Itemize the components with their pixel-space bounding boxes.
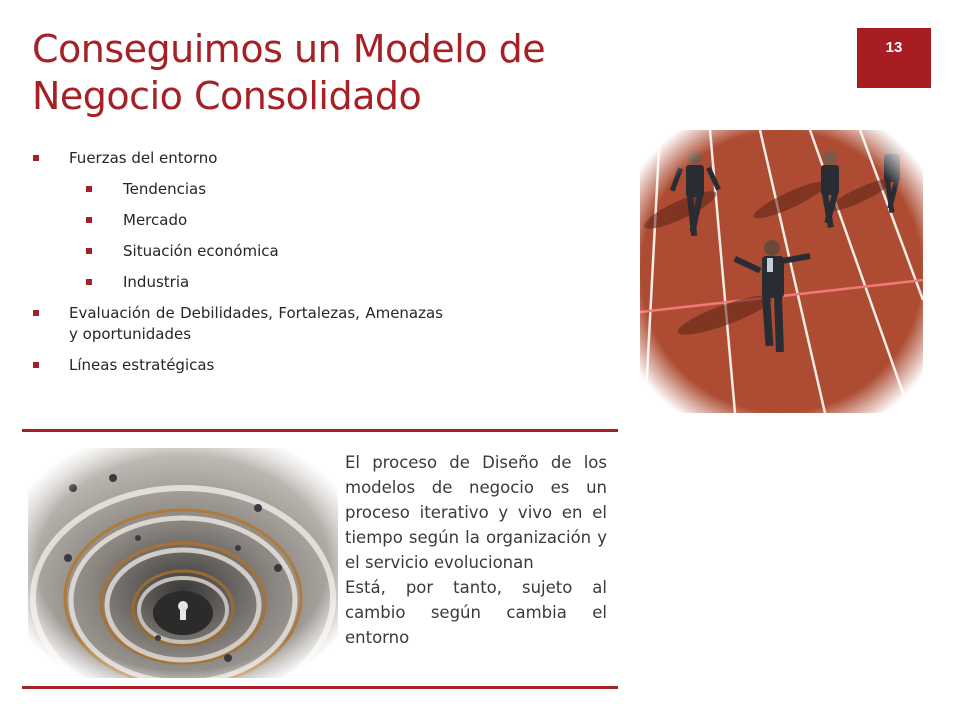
bullet-fuerzas: Fuerzas del entorno — [33, 148, 443, 169]
businessmen-running-track-icon — [640, 130, 923, 413]
slide-title — [32, 26, 672, 120]
title-line-2: Negocio Consolidado — [32, 74, 422, 118]
callout-paragraph-1: El proceso de Diseño de los modelos de negocio es un proceso iterativo y vivo en el tiempo según la organización y el servicio evolucionan — [345, 453, 607, 572]
spiral-staircase-icon — [28, 448, 338, 678]
bullet-tendencias: Tendencias — [33, 179, 443, 200]
title-line-1: Conseguimos un Modelo de — [32, 27, 546, 71]
bullet-evaluacion: Evaluación de Debilidades, Fortalezas, Amenazas y oportunidades — [33, 303, 443, 345]
bullet-situacion: Situación económica — [33, 241, 443, 262]
stairs-photo — [28, 448, 338, 678]
callout-paragraph-2: Está, por tanto, sujeto al cambio según cambia el entorno — [345, 578, 607, 647]
bullet-industria: Industria — [33, 272, 443, 293]
page-number-badge: 13 — [857, 28, 931, 88]
runners-photo — [640, 130, 923, 413]
bullet-mercado: Mercado — [33, 210, 443, 231]
divider-top — [22, 429, 618, 432]
bullet-lineas: Líneas estratégicas — [33, 355, 443, 376]
divider-bottom — [22, 686, 618, 689]
callout-text — [345, 450, 607, 650]
bullet-list — [33, 148, 443, 386]
